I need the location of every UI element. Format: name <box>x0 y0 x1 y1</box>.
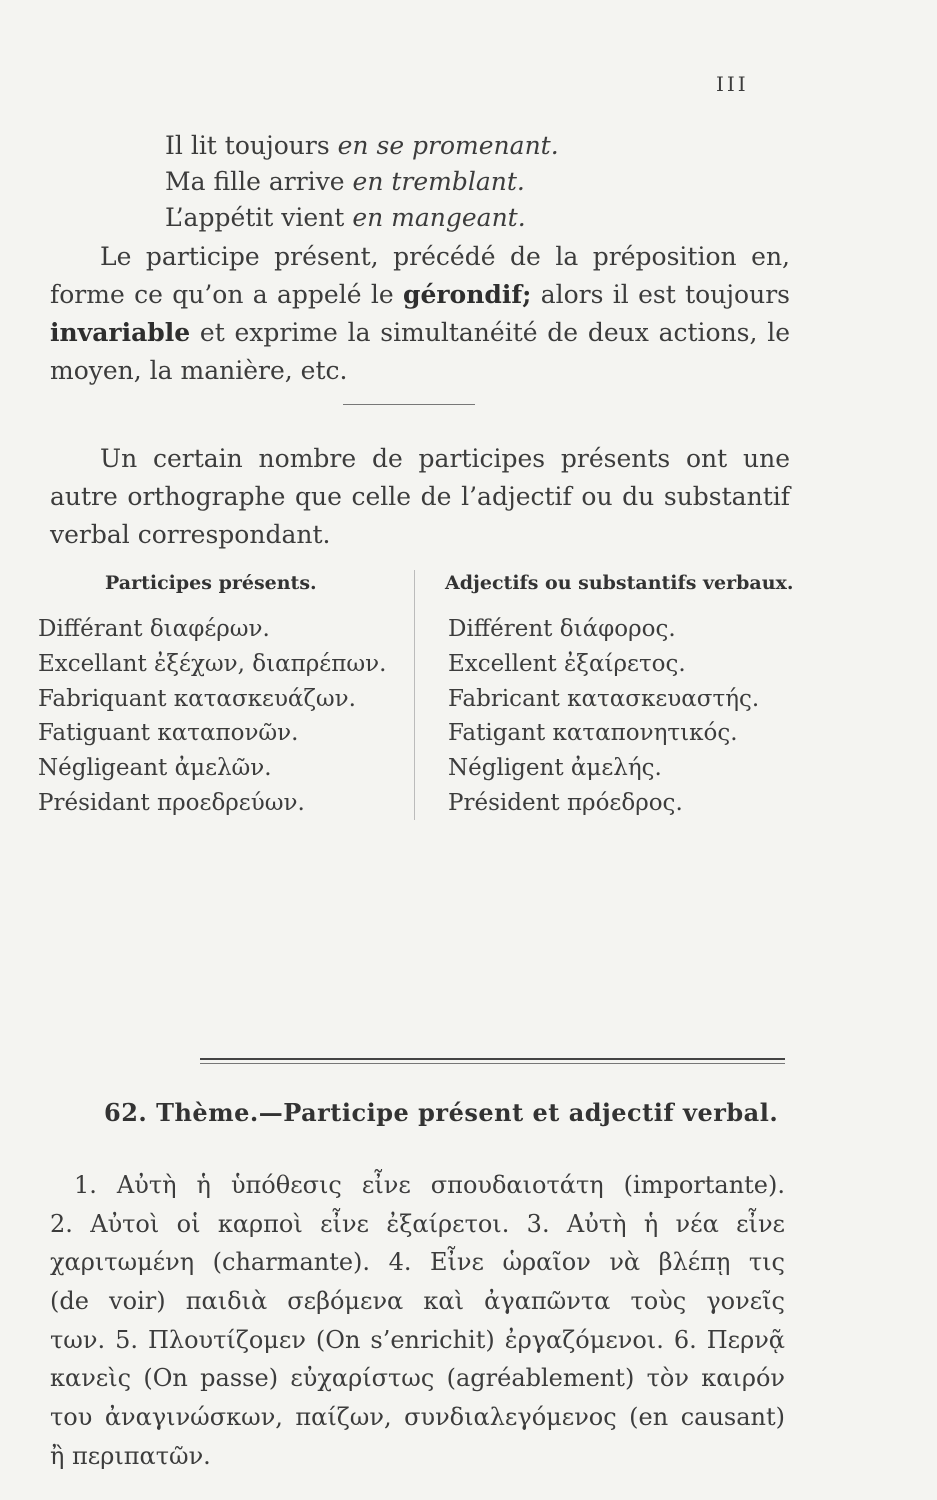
table-row: Excellent ἐξαίρετος. <box>448 650 686 677</box>
paragraph-line: Le participe présent, précédé de la préposition en, <box>100 242 790 271</box>
exercise-line: χαριτωμένη (charmante). 4. Εἶνε ὡραῖον νὰ βλέπῃ τις <box>50 1248 785 1277</box>
section-rule-thick <box>200 1058 785 1060</box>
column-divider <box>414 570 415 820</box>
exercise-line: των. 5. Πλουτίζομεν (On s’enrichit) ἐργαζόμενοι. 6. Περνᾷ <box>50 1325 785 1354</box>
example-line-2 <box>165 164 525 200</box>
table-row: Excellant ἐξέχων, διαπρέπων. <box>38 650 387 677</box>
table-row: Négligeant ἀμελῶν. <box>38 755 272 782</box>
theme-title: 62. Thème.—Participe présent et adjectif verbal. <box>104 1098 779 1127</box>
example-italic: en mangeant. <box>352 203 526 232</box>
exercise-line: 2. Αὐτοὶ οἱ καρποὶ εἶνε ἐξαίρετοι. 3. Αὐτὴ ἡ νέα εἶνε <box>50 1209 785 1238</box>
exercise-line: 1. Αὐτὴ ἡ ὑπόθεσις εἶνε σπουδαιοτάτη (importante). <box>74 1171 785 1199</box>
table-row: Différent διάφορος. <box>448 616 676 642</box>
table-row: Fabriquant κατασκευάζων. <box>38 685 356 712</box>
table-row: Fabricant κατασκευαστής. <box>448 685 760 712</box>
table-row: Fatiguant καταπονῶν. <box>38 720 299 747</box>
paragraph-line: forme ce qu’on a appelé le gérondif; alors il est toujours <box>50 280 790 309</box>
paragraph-line: verbal correspondant. <box>50 520 331 549</box>
table-row: Négligent ἀμελής. <box>448 755 662 782</box>
page-number: III <box>716 72 749 96</box>
gerondif-paragraph <box>50 238 790 390</box>
example-italic: en tremblant. <box>352 167 525 196</box>
left-column-header: Participes présents. <box>105 572 317 594</box>
theme-exercise <box>50 1166 785 1476</box>
table-row: Différant διαφέρων. <box>38 616 270 642</box>
example-text: L’appétit vient <box>165 203 353 232</box>
term-gerondif: gérondif; <box>402 280 532 309</box>
table-row: Fatigant καταπονητικός. <box>448 720 738 747</box>
section-separator <box>343 404 475 405</box>
example-text: Il lit toujours <box>165 131 338 160</box>
paragraph-line: Un certain nombre de participes présents ont une <box>100 444 790 473</box>
intro-paragraph <box>50 440 790 554</box>
example-line-3 <box>165 200 526 236</box>
paragraph-line: autre orthographe que celle de l’adjectif ou du substantif <box>50 482 790 511</box>
example-italic: en se promenant. <box>337 131 559 160</box>
table-row: Présidant προεδρεύων. <box>38 789 305 816</box>
exercise-line: (de voir) παιδιὰ σεβόμενα καὶ ἀγαπῶντα τοὺς γονεῖς <box>50 1287 785 1316</box>
section-rule-thin <box>200 1063 785 1064</box>
right-column-header: Adjectifs ou substantifs verbaux. <box>445 572 794 594</box>
exercise-line: ἢ περιπατῶν. <box>50 1441 211 1470</box>
example-line-1 <box>165 128 559 164</box>
example-text: Ma fille arrive <box>165 167 353 196</box>
exercise-line: του ἀναγινώσκων, παίζων, συνδιαλεγόμενος (en causant) <box>50 1403 785 1432</box>
left-column <box>38 612 386 821</box>
table-row: Président πρόεδρος. <box>448 789 683 816</box>
paragraph-line: invariable et exprime la simultanéité de deux actions, le <box>50 318 790 347</box>
term-invariable: invariable <box>50 318 191 347</box>
paragraph-line: moyen, la manière, etc. <box>50 356 348 385</box>
exercise-line: κανεὶς (On passe) εὐχαρίστως (agréablement) τὸν καιρόν <box>50 1364 785 1393</box>
right-column <box>448 612 759 821</box>
